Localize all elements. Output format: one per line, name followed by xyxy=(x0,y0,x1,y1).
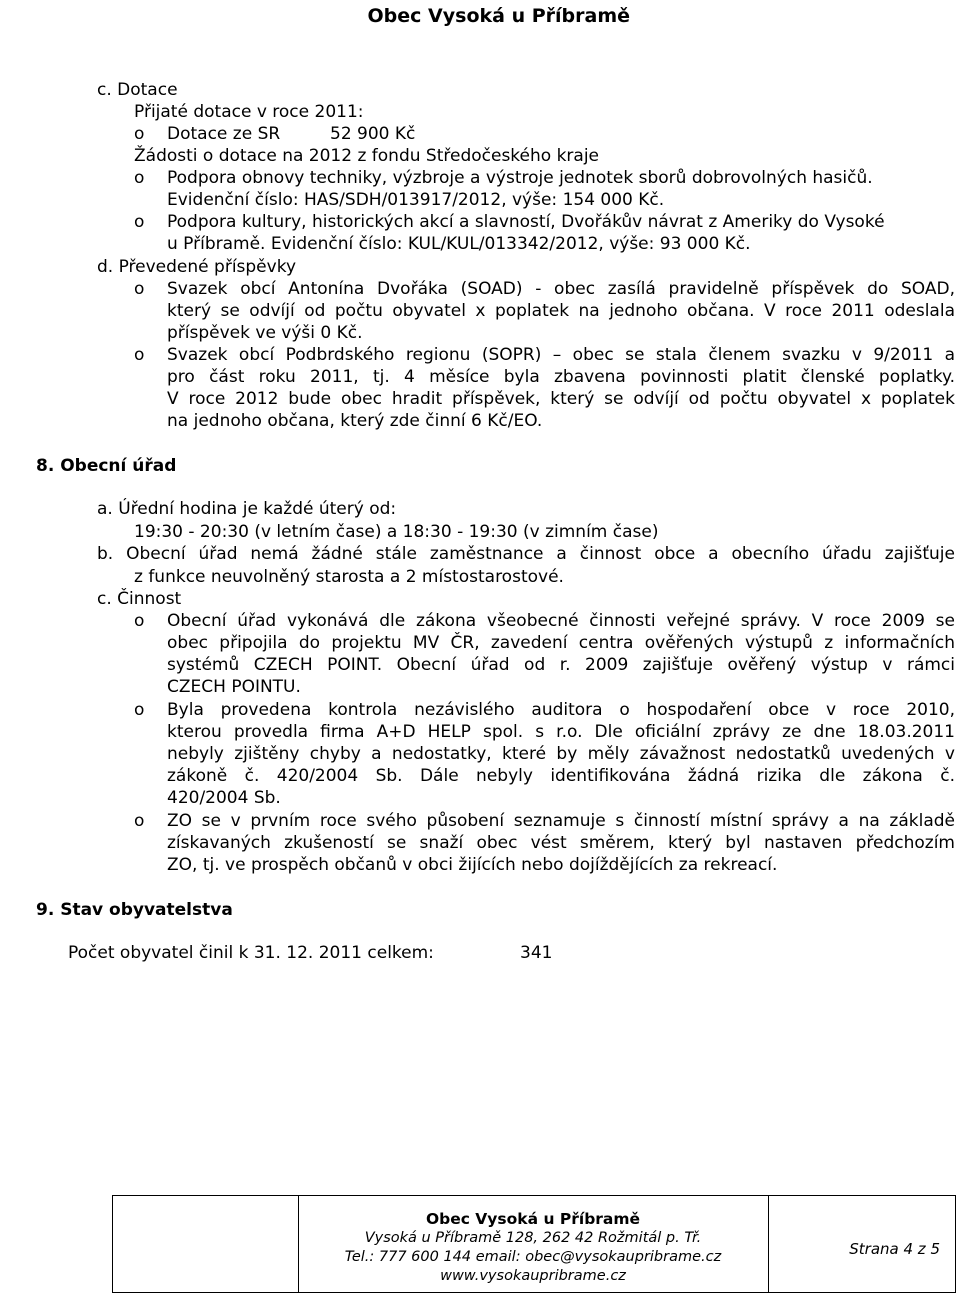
page-header-title: Obec Vysoká u Příbramě xyxy=(367,5,630,27)
dotace-item2-line2: u Příbramě. Evidenční číslo: KUL/KUL/013342/2012, výše: 93 000 Kč. xyxy=(167,234,751,254)
sopr-line4: na jednoho občana, který zde činní 6 Kč/EO. xyxy=(167,411,543,431)
urad-c-label: c. Činnost xyxy=(97,589,182,609)
obyvatelstvo-count-label: Počet obyvatel činil k 31. 12. 2011 celkem: xyxy=(68,943,434,963)
soad-line3: příspěvek ve výši 0 Kč. xyxy=(167,323,363,343)
bullet-icon: o xyxy=(134,279,145,299)
c1-line2: obec připojila do projektu MV ČR, zavedení centra ověřených výstupů z informačních xyxy=(167,633,955,653)
bullet-icon: o xyxy=(134,811,145,831)
page-footer xyxy=(112,1195,956,1293)
urad-a-line1: a. Úřední hodina je každé úterý od: xyxy=(97,499,397,519)
footer-address-block xyxy=(298,1210,768,1286)
urad-b-line2: z funkce neuvolněný starosta a 2 místostarostové. xyxy=(134,567,564,587)
dotace-item2-line1: Podpora kultury, historických akcí a slavností, Dvořákův návrat z Ameriky do Vysoké xyxy=(167,212,885,232)
c3-line2: získavaných zkušeností se snaží obec vést směrem, který byl nastaven předchozím xyxy=(167,833,955,853)
c3-line1: ZO se v prvním roce svého působení seznamuje s činností místní správy a na základě xyxy=(167,811,955,831)
c1-line3: systémů CZECH POINT. Obecní úřad od r. 2009 zajišťuje ověřený výstup v rámci xyxy=(167,655,955,675)
bullet-icon: o xyxy=(134,700,145,720)
footer-address: Vysoká u Příbramě 128, 262 42 Rožmitál p. Tř. xyxy=(364,1230,702,1246)
obyvatelstvo-heading: 9. Stav obyvatelstva xyxy=(36,900,233,920)
c2-line4: zákoně č. 420/2004 Sb. Dále nebyly identifikována žádná rizika dle zákona č. xyxy=(167,766,955,786)
bullet-icon: o xyxy=(134,345,145,365)
footer-page-cell xyxy=(768,1196,956,1292)
page-number: Strana 4 z 5 xyxy=(849,1240,940,1258)
soad-line2: který se odvíjí od počtu obyvatel x poplatek na jednoho občana. V roce 2011 odeslala xyxy=(167,301,955,321)
sopr-line2: pro část roku 2011, tj. 4 měsíce byla zbavena povinnosti platit členské poplatky. xyxy=(167,367,955,387)
c2-line2: kterou provedla firma A+D HELP spol. s r.o. Dle oficiální zprávy ze dne 18.03.2011 xyxy=(167,722,955,742)
c3-line3: ZO, tj. ve prospěch občanů v obci žijících nebo dojíždějících za rekreací. xyxy=(167,855,778,875)
bullet-icon: o xyxy=(134,124,145,144)
c2-line1: Byla provedena kontrola nezávislého auditora o hospodaření obce v roce 2010, xyxy=(167,700,955,720)
footer-web: www.vysokaupribrame.cz xyxy=(440,1268,626,1284)
c2-line5: 420/2004 Sb. xyxy=(167,788,281,808)
footer-logo-cell xyxy=(113,1196,299,1292)
obyvatelstvo-count-value: 341 xyxy=(520,943,553,963)
urad-a-line2: 19:30 - 20:30 (v letním čase) a 18:30 - 19:30 (v zimním čase) xyxy=(134,522,659,542)
sopr-line3: V roce 2012 bude obec hradit příspěvek, který se odvíjí od počtu obyvatel x poplatek xyxy=(167,389,955,409)
urad-heading: 8. Obecní úřad xyxy=(36,456,177,476)
dotace-label: c. Dotace xyxy=(97,80,178,100)
prispevky-label: d. Převedené příspěvky xyxy=(97,257,297,277)
bullet-icon: o xyxy=(134,611,145,631)
urad-b-line1: b. Obecní úřad nemá žádné stále zaměstnance a činnost obce a obecního úřadu zajišťuje xyxy=(97,544,955,564)
dotace-item1-line2: Evidenční číslo: HAS/SDH/013917/2012, výše: 154 000 Kč. xyxy=(167,190,665,210)
bullet-icon: o xyxy=(134,168,145,188)
footer-name: Obec Vysoká u Příbramě xyxy=(425,1210,641,1228)
c2-line3: nebyly zjištěny chyby a nedostatky, které by měly závažnost nedostatků uvedených v xyxy=(167,744,955,764)
sopr-line1: Svazek obcí Podbrdského regionu (SOPR) – obec se stala členem svazku v 9/2011 a xyxy=(167,345,955,365)
dotace-sr-amount: 52 900 Kč xyxy=(330,124,416,144)
c1-line1: Obecní úřad vykonává dle zákona všeobecné činnosti veřejné správy. V roce 2009 se xyxy=(167,611,955,631)
dotace-received-title: Přijaté dotace v roce 2011: xyxy=(134,102,364,122)
c1-line4: CZECH POINTU. xyxy=(167,677,301,697)
soad-line1: Svazek obcí Antonína Dvořáka (SOAD) - obec zasílá pravidelně příspěvek do SOAD, xyxy=(167,279,955,299)
bullet-icon: o xyxy=(134,212,145,232)
footer-contact: Tel.: 777 600 144 email: obec@vysokaupribrame.cz xyxy=(344,1249,722,1265)
dotace-requests-title: Žádosti o dotace na 2012 z fondu Středočeského kraje xyxy=(134,146,600,166)
dotace-sr-name: Dotace ze SR xyxy=(167,124,281,144)
dotace-item1-line1: Podpora obnovy techniky, výzbroje a výstroje jednotek sborů dobrovolných hasičů. xyxy=(167,168,873,188)
